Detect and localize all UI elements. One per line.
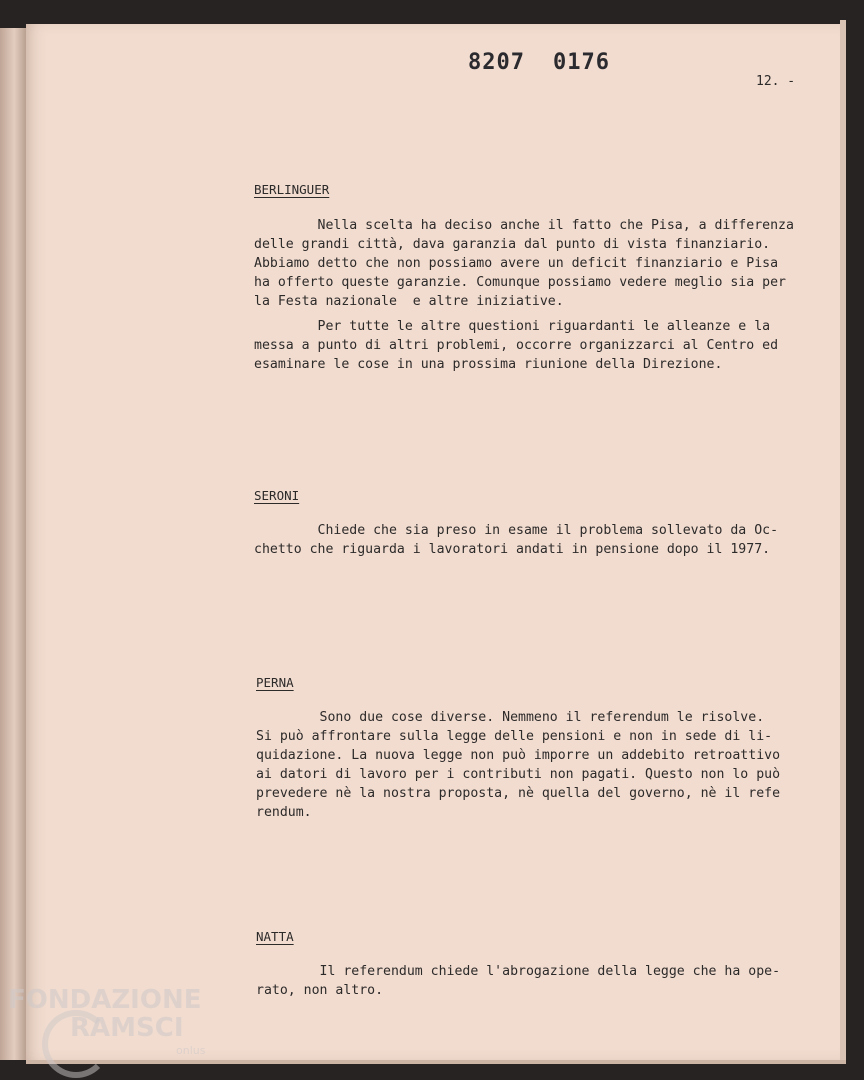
speaker-seroni: SERONI [254,488,300,503]
underlying-page-edge [0,28,26,1060]
text-line: Sono due cose diverse. Nemmeno il referendum le risolve. [256,710,765,725]
text-line: prevedere nè la nostra proposta, nè quella del governo, nè il refe [256,786,781,801]
text-line: Il referendum chiede l'abrogazione della legge che ha ope- [256,964,781,979]
logo-swirl-icon [42,1010,110,1078]
paragraph-natta [256,962,792,1000]
logo-line3: onlus [176,1044,206,1057]
text-line: Per tutte le altre questioni riguardanti le alleanze e la [254,319,771,334]
text-line: rato, non altro. [256,983,384,998]
text-line: la Festa nazionale e altre iniziative. [254,294,564,309]
archive-stamp [468,50,610,75]
text-line: ha offerto queste garanzie. Comunque possiamo vedere meglio sia per [254,275,786,290]
text-line: esaminare le cose in una prossima riunione della Direzione. [254,357,723,372]
paragraph-seroni [254,521,790,559]
paragraph-perna [256,708,792,822]
text-line: Chiede che sia preso in esame il problema sollevato da Oc- [254,523,779,538]
logo-line2: RAMSCI [70,1013,184,1043]
paragraph-berlinguer-2 [254,317,790,374]
text-line: Nella scelta ha deciso anche il fatto che Pisa, a differenza [254,218,794,233]
text-line: delle grandi città, dava garanzia dal punto di vista finanziario. [254,237,771,252]
text-line: chetto che riguarda i lavoratori andati in pensione dopo il 1977. [254,542,771,557]
page-right-edge [840,20,846,1064]
page-number: 12. - [756,74,796,89]
archive-stamp-part2: 0176 [552,50,610,75]
text-line: quidazione. La nuova legge non può imporre un addebito retroattivo [256,748,781,763]
text-line: Abbiamo detto che non possiamo avere un deficit finanziario e Pisa [254,256,779,271]
text-line: rendum. [256,805,312,820]
speaker-natta: NATTA [256,929,294,944]
text-line: ai datori di lavoro per i contributi non pagati. Questo non lo può [256,767,781,782]
paragraph-berlinguer-1 [254,216,794,311]
speaker-perna: PERNA [256,675,294,690]
page-bottom-edge [26,1060,846,1064]
text-line: messa a punto di altri problemi, occorre organizzarci al Centro ed [254,338,779,353]
archive-stamp-part1: 8207 [468,50,525,75]
text-line: Si può affrontare sulla legge delle pensioni e non in sede di li- [256,729,773,744]
logo-line1: FONDAZIONE [8,985,202,1015]
fondazione-gramsci-logo [8,985,206,1057]
speaker-berlinguer: BERLINGUER [254,182,330,197]
